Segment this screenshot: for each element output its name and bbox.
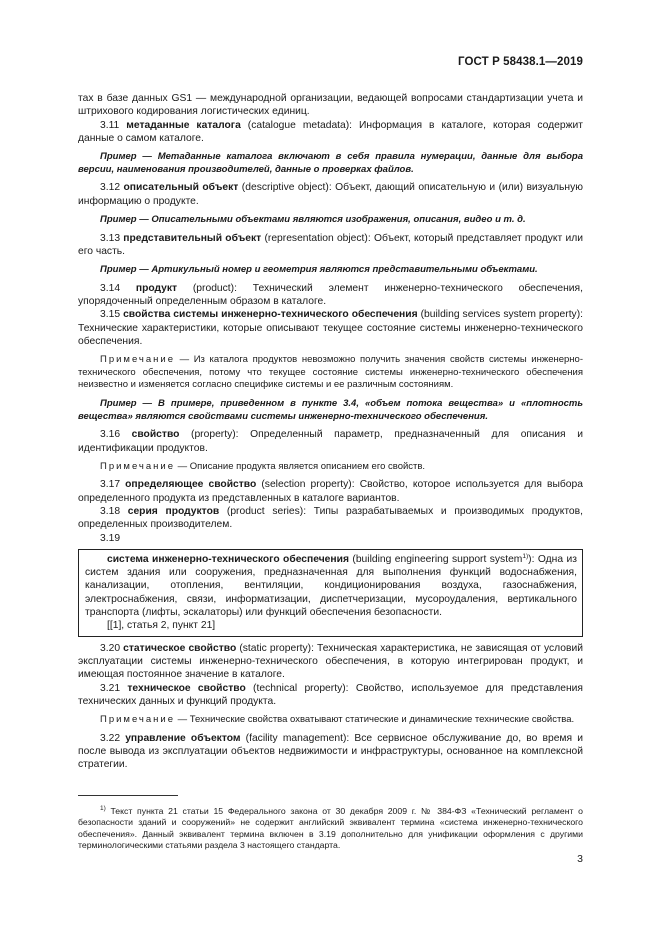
term-definition: (facility management): Все сервисное обслуживание до, во время и после вывода из эксплуатации объектов недвижимости и инфраструктуры, основанное на комплексной стратегии.: [78, 732, 583, 771]
continued-paragraph: тах в базе данных GS1 — международной организации, ведающей вопросами стандартизации учета и штрихового кодирования логистических единиц.: [78, 93, 583, 118]
term-title: описательный объект: [123, 182, 239, 194]
term-title: техническое свойство: [127, 682, 246, 694]
term-number: 3.15: [100, 309, 121, 321]
term-3-12: [78, 181, 583, 208]
term-definition: ): Одна из систем здания или сооружения, предназначенная для выполнения функций водоснабжения, канализации, отопления, вентиляции, кондиционирования воздуха, газоснабжения, электроснабжения, связи, информатизации, диспетчеризации, мусороудаления, вертикального транспорта (лифты, эскалаторы) или функций обеспечения безопасности.: [85, 553, 577, 619]
term-number: 3.17: [100, 479, 121, 491]
term-definition: (technical property): Свойство, используемое для представления технических данных и функций продукта.: [78, 682, 583, 707]
term-definition: (catalogue metadata): Информация в каталоге, которая содержит данные о самом каталоге.: [78, 119, 583, 144]
term-3-19-number: 3.19: [100, 532, 121, 544]
term-title: определяющее свойство: [125, 479, 257, 491]
term-number: 3.12: [100, 182, 121, 194]
term-3-17: [78, 478, 583, 505]
document-body: [78, 92, 583, 772]
term-3-16: [78, 428, 583, 455]
term-3-14: [78, 282, 583, 309]
term-title: свойство: [131, 429, 180, 441]
footnote-1: [78, 806, 583, 852]
footnote-divider: [78, 795, 178, 796]
term-number: 3.20: [100, 642, 121, 654]
note-label: Примечание: [100, 354, 175, 366]
footnote-text: Текст пункта 21 статьи 15 Федерального закона от 30 декабря 2009 г. № 384-ФЗ «Технический регламент о безопасности зданий и сооружений» не содержит английский эквивалент термина «система инженерно-технического обеспечения». Данный эквивалент термина включен в 3.19 дополнительно для унификации оформления с другими терминологическими статьями раздела 3 настоящего стандарта.: [78, 805, 583, 851]
example-3-13: Пример — Артикульный номер и геометрия являются представительными объектами.: [100, 264, 538, 276]
note-3-16: [78, 461, 583, 474]
term-title: система инженерно-технического обеспечения: [107, 553, 349, 565]
term-3-15: [78, 308, 583, 348]
note-text: — Из каталога продуктов невозможно получить значения свойств системы инженерно-технического обеспечения, потому что текущее состояние системы инженерно-технического обеспечения неизвестно и изменяется согласно специфике системы и ее различным состояниям.: [78, 354, 583, 391]
example-3-15: Пример — В примере, приведенном в пункте 3.4, «объем потока вещества» и «плотность вещества» являются свойствами системы инженерно-технического обеспечения.: [78, 398, 583, 422]
page-number: 3: [577, 853, 583, 865]
term-definition: (descriptive object): Объект, дающий описательную и (или) визуальную информацию о продукте.: [78, 182, 583, 207]
example-3-12: Пример — Описательными объектами являются изображения, описания, видео и т. д.: [100, 213, 526, 225]
term-number: 3.11: [100, 119, 120, 131]
term-number: 3.16: [100, 429, 121, 441]
note-text: — Технические свойства охватывают статические и динамические технические свойства.: [175, 714, 575, 726]
term-3-19-box: [78, 549, 583, 637]
note-label: Примечание: [100, 460, 175, 472]
term-definition: (product): Технический элемент инженерно-технического обеспечения, упорядоченный определенным образом в каталоге.: [78, 282, 583, 308]
term-3-11: [78, 119, 583, 146]
term-3-20: [78, 642, 583, 682]
term-definition: (selection property): Свойство, которое используется для выбора определенного продукта из представленных в каталоге вариантов.: [78, 479, 583, 504]
term-3-19-definition: [85, 553, 577, 619]
term-definition: (property): Определенный параметр, предназначенный для описания и идентификации продуктов.: [78, 429, 583, 454]
term-title: управление объектом: [125, 732, 241, 744]
page-header-standard: ГОСТ Р 58438.1—2019: [458, 56, 583, 68]
term-3-22: [78, 732, 583, 772]
term-title: метаданные каталога: [126, 119, 241, 131]
term-3-18: [78, 505, 583, 532]
term-title: представительный объект: [123, 232, 262, 244]
term-number: 3.21: [100, 682, 121, 694]
term-definition: (building services system property): Технические характеристики, которые описывают текущее состояние системы инженерно-технического обеспечения.: [78, 309, 583, 347]
term-number: 3.14: [100, 282, 121, 294]
term-number: 3.22: [100, 732, 121, 744]
term-3-13: [78, 232, 583, 259]
note-3-15: [78, 354, 583, 392]
term-number: 3.13: [100, 232, 121, 244]
footnote-mark: 1): [100, 804, 106, 812]
term-number: 3.18: [100, 505, 121, 517]
term-english: (building engineering support system: [348, 553, 523, 565]
term-3-21: [78, 682, 583, 709]
term-definition: (static property): Техническая характеристика, не зависящая от условий эксплуатации системы инженерно-технического обеспечения, в которую интегрирован продукт, и имеющая постоянное значение в каталоге.: [78, 642, 583, 681]
term-title: продукт: [135, 282, 178, 294]
example-3-11: Пример — Метаданные каталога включают в себя правила нумерации, данные для выбора версии, наименования производителей, данные о проверках файлов.: [78, 151, 583, 175]
term-title: статическое свойство: [123, 642, 237, 654]
term-title: свойства системы инженерно-технического обеспечения: [123, 309, 418, 321]
term-title: серия продуктов: [127, 505, 220, 517]
term-definition: (representation object): Объект, который представляет продукт или его часть.: [78, 232, 583, 257]
note-3-21: [78, 714, 583, 727]
term-definition: (product series): Типы разрабатываемых и производимых продуктов, определенных производителем.: [78, 505, 583, 531]
footnote-ref[interactable]: 1): [522, 552, 529, 560]
note-text: — Описание продукта является описанием его свойств.: [175, 460, 426, 472]
term-3-19-source: [[1], статья 2, пункт 21]: [107, 620, 216, 632]
note-label: Примечание: [100, 714, 175, 726]
